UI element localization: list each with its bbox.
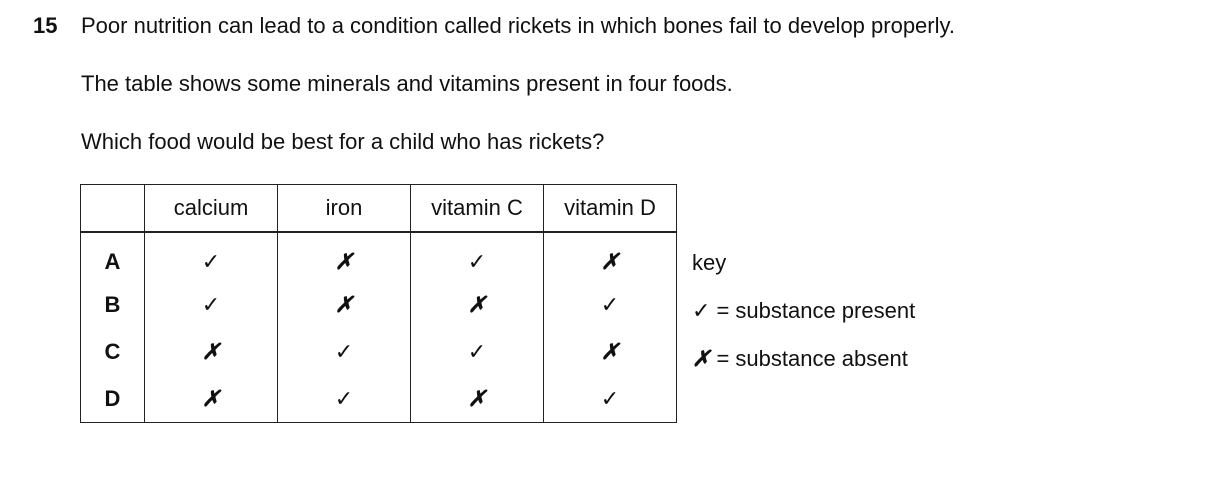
- table-cell-mark: ✗: [411, 375, 544, 423]
- key-present-text: = substance present: [716, 298, 916, 323]
- key-absent-entry: [692, 346, 908, 372]
- check-mark-icon: ✓: [692, 298, 711, 323]
- row-label: D: [81, 375, 145, 423]
- table-cell-mark: ✓: [544, 281, 677, 328]
- table-cell-mark: ✓: [411, 328, 544, 375]
- table-cell-mark: ✓: [411, 232, 544, 281]
- table-row: [81, 281, 677, 328]
- table-cell-mark: ✓: [278, 328, 411, 375]
- key-present-entry: [692, 298, 915, 324]
- table-cell-mark: ✓: [278, 375, 411, 423]
- cross-mark-icon: ✗: [692, 346, 711, 371]
- table-cell-mark: ✗: [278, 281, 411, 328]
- table-cell-mark: ✗: [145, 328, 278, 375]
- header-cell-blank: [81, 185, 145, 233]
- header-cell-iron: iron: [278, 185, 411, 233]
- table-row: [81, 328, 677, 375]
- table-cell-mark: ✓: [145, 232, 278, 281]
- row-label: B: [81, 281, 145, 328]
- key-title: key: [692, 250, 727, 275]
- table-cell-mark: ✗: [278, 232, 411, 281]
- key-absent-text: = substance absent: [716, 346, 908, 371]
- question-prompt: Which food would be best for a child who has rickets?: [81, 129, 605, 154]
- table-cell-mark: ✗: [544, 328, 677, 375]
- header-cell-vitamin-d: vitamin D: [544, 185, 677, 233]
- question-text-line-2: The table shows some minerals and vitamins present in four foods.: [81, 71, 733, 96]
- table-row: [81, 232, 677, 281]
- header-cell-calcium: calcium: [145, 185, 278, 233]
- row-label: A: [81, 232, 145, 281]
- nutrient-table: [80, 184, 677, 423]
- table-cell-mark: ✓: [544, 375, 677, 423]
- question-number: 15: [33, 13, 58, 38]
- header-cell-vitamin-c: vitamin C: [411, 185, 544, 233]
- row-label: C: [81, 328, 145, 375]
- table-cell-mark: ✗: [544, 232, 677, 281]
- table-cell-mark: ✓: [145, 281, 278, 328]
- question-text-line-1: Poor nutrition can lead to a condition called rickets in which bones fail to develop properly.: [81, 13, 955, 38]
- table-cell-mark: ✗: [411, 281, 544, 328]
- table-cell-mark: ✗: [145, 375, 278, 423]
- table-header-row: [81, 185, 677, 233]
- table-row: [81, 375, 677, 423]
